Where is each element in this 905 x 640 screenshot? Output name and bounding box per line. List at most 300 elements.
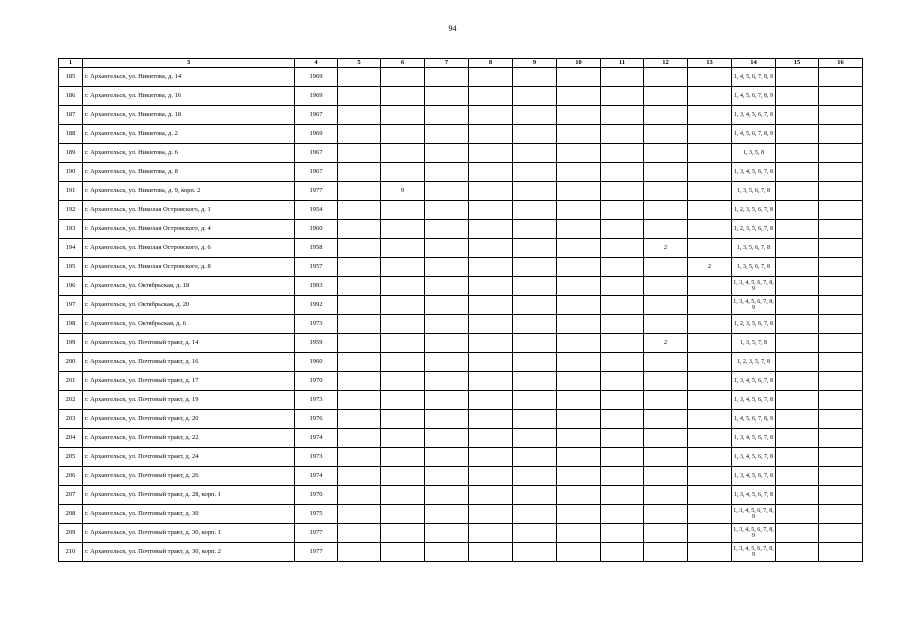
row-number-cell: 205 [59, 448, 83, 467]
row-number-cell: 193 [59, 220, 83, 239]
table-cell [776, 163, 819, 182]
table-cell: 1, 2, 3, 5, 7, 8 [732, 353, 776, 372]
table-cell [601, 201, 644, 220]
table-cell [557, 144, 601, 163]
table-cell [601, 543, 644, 562]
table-cell [819, 182, 863, 201]
table-cell [338, 315, 381, 334]
table-cell [776, 68, 819, 87]
table-cell [644, 353, 688, 372]
table-cell: 9 [381, 182, 425, 201]
table-cell [557, 87, 601, 106]
table-cell [819, 87, 863, 106]
table-cell [644, 448, 688, 467]
address-cell: г. Архангельск, ул. Почтовый тракт, д. 24 [83, 448, 295, 467]
table-cell [381, 201, 425, 220]
page-number: 94 [448, 24, 457, 33]
table-cell [338, 505, 381, 524]
table-cell: 1, 3, 4, 5, 6, 7, 8 [732, 391, 776, 410]
table-cell [381, 106, 425, 125]
table-cell [425, 429, 469, 448]
table-cell [381, 296, 425, 315]
table-cell: 1, 2, 3, 5, 6, 7, 8 [732, 315, 776, 334]
address-cell: г. Архангельск, ул. Николая Островского, д. 4 [83, 220, 295, 239]
table-cell [688, 106, 732, 125]
row-number-cell: 192 [59, 201, 83, 220]
table-cell [469, 163, 513, 182]
table-cell [381, 429, 425, 448]
table-cell [688, 87, 732, 106]
table-cell [819, 353, 863, 372]
table-row [59, 258, 863, 277]
table-cell [338, 296, 381, 315]
table-cell [469, 486, 513, 505]
table-cell [513, 524, 557, 543]
table-cell [819, 296, 863, 315]
year-cell: 1967 [295, 106, 338, 125]
row-number-cell: 197 [59, 296, 83, 315]
year-cell: 1970 [295, 486, 338, 505]
table-cell [644, 315, 688, 334]
table-cell [381, 258, 425, 277]
table-cell [776, 429, 819, 448]
table-cell [425, 68, 469, 87]
table-cell [425, 163, 469, 182]
year-cell: 1958 [295, 239, 338, 258]
table-cell: 1, 3, 4, 5, 6, 7, 8 [732, 448, 776, 467]
table-cell [338, 106, 381, 125]
table-cell [644, 125, 688, 144]
table-cell [425, 201, 469, 220]
table-cell [381, 334, 425, 353]
table-cell [513, 277, 557, 296]
row-number-cell: 198 [59, 315, 83, 334]
table-cell [425, 524, 469, 543]
table-cell [425, 353, 469, 372]
address-cell: г. Архангельск, ул. Октябрьская, д. 18 [83, 277, 295, 296]
table-cell [601, 277, 644, 296]
table-cell [819, 334, 863, 353]
table-cell [338, 429, 381, 448]
table-cell [776, 486, 819, 505]
table-cell [644, 144, 688, 163]
table-cell [381, 543, 425, 562]
table-row [59, 486, 863, 505]
table-cell [819, 410, 863, 429]
table-cell: 1, 3, 4, 5, 6, 7, 8 [732, 106, 776, 125]
address-cell: г. Архангельск, ул. Почтовый тракт, д. 20 [83, 410, 295, 429]
table-row [59, 106, 863, 125]
table-cell [557, 182, 601, 201]
year-cell: 1992 [295, 296, 338, 315]
table-cell [338, 524, 381, 543]
table-cell [513, 391, 557, 410]
row-number-cell: 204 [59, 429, 83, 448]
table-cell [513, 372, 557, 391]
table-cell [601, 182, 644, 201]
table-cell [644, 201, 688, 220]
year-cell: 1960 [295, 353, 338, 372]
table-cell [513, 296, 557, 315]
year-cell: 1974 [295, 429, 338, 448]
row-number-cell: 189 [59, 144, 83, 163]
table-cell [688, 486, 732, 505]
table-cell [601, 239, 644, 258]
table-cell [425, 296, 469, 315]
table-cell [819, 277, 863, 296]
table-row [59, 201, 863, 220]
column-header-7: 7 [425, 59, 469, 68]
buildings-table [58, 58, 863, 562]
address-cell: г. Архангельск, ул. Почтовый тракт, д. 30, корп. 2 [83, 543, 295, 562]
table-cell: 1, 3, 4, 5, 6, 7, 8 [732, 467, 776, 486]
table-cell [688, 315, 732, 334]
table-cell [557, 277, 601, 296]
table-cell [819, 391, 863, 410]
year-cell: 1977 [295, 182, 338, 201]
table-cell [381, 353, 425, 372]
table-row [59, 87, 863, 106]
column-header-6: 6 [381, 59, 425, 68]
year-cell: 1973 [295, 448, 338, 467]
year-cell: 1954 [295, 201, 338, 220]
table-cell [688, 429, 732, 448]
table-cell [776, 467, 819, 486]
table-row [59, 429, 863, 448]
table-cell [425, 125, 469, 144]
table-cell: 1, 3, 4, 5, 6, 7, 8 [732, 429, 776, 448]
table-cell [557, 201, 601, 220]
year-cell: 1969 [295, 125, 338, 144]
row-number-cell: 210 [59, 543, 83, 562]
table-cell [776, 296, 819, 315]
row-number-cell: 202 [59, 391, 83, 410]
table-cell [338, 277, 381, 296]
table-cell [601, 106, 644, 125]
table-cell [601, 486, 644, 505]
table-cell [644, 68, 688, 87]
table-cell [776, 182, 819, 201]
table-cell [644, 391, 688, 410]
table-cell [425, 220, 469, 239]
table-cell [381, 315, 425, 334]
table-cell [601, 505, 644, 524]
column-header-3: 3 [83, 59, 295, 68]
table-row [59, 239, 863, 258]
table-cell [513, 410, 557, 429]
table-cell [819, 315, 863, 334]
table-cell [688, 201, 732, 220]
table-cell [425, 258, 469, 277]
table-cell [381, 448, 425, 467]
table-cell [425, 391, 469, 410]
table-cell [688, 125, 732, 144]
table-cell [469, 68, 513, 87]
address-cell: г. Архангельск, ул. Почтовый тракт, д. 22 [83, 429, 295, 448]
year-cell: 1977 [295, 543, 338, 562]
table-cell [381, 486, 425, 505]
table-cell [776, 239, 819, 258]
table-cell [469, 429, 513, 448]
table-cell [513, 87, 557, 106]
column-header-9: 9 [513, 59, 557, 68]
year-cell: 1967 [295, 163, 338, 182]
table-row [59, 372, 863, 391]
table-cell: 1, 3, 5, 6, 7, 8 [732, 182, 776, 201]
table-cell [819, 125, 863, 144]
table-cell: 2 [644, 334, 688, 353]
table-cell [644, 467, 688, 486]
table-cell [557, 429, 601, 448]
table-cell [338, 334, 381, 353]
table-cell [381, 68, 425, 87]
table-cell [557, 239, 601, 258]
year-cell: 1973 [295, 391, 338, 410]
table-cell [557, 68, 601, 87]
table-cell [819, 163, 863, 182]
address-cell: г. Архангельск, ул. Почтовый тракт, д. 19 [83, 391, 295, 410]
table-cell [513, 315, 557, 334]
column-header-12: 12 [644, 59, 688, 68]
row-number-cell: 186 [59, 87, 83, 106]
table-cell [776, 524, 819, 543]
table-cell [819, 106, 863, 125]
table-cell: 1, 3, 5, 6, 7, 8 [732, 239, 776, 258]
table-cell [513, 106, 557, 125]
table-cell [469, 505, 513, 524]
table-cell [513, 467, 557, 486]
table-cell [601, 68, 644, 87]
table-cell [557, 505, 601, 524]
address-cell: г. Архангельск, ул. Почтовый тракт, д. 28, корп. 1 [83, 486, 295, 505]
table-cell [776, 505, 819, 524]
table-cell [776, 220, 819, 239]
table-cell [381, 239, 425, 258]
table-cell [381, 524, 425, 543]
table-cell [513, 334, 557, 353]
table-cell [601, 144, 644, 163]
table-row [59, 296, 863, 315]
table-cell [513, 201, 557, 220]
table-cell [425, 372, 469, 391]
table-cell [557, 296, 601, 315]
table-cell: 1, 3, 4, 5, 6, 7, 8 [732, 372, 776, 391]
table-cell [513, 125, 557, 144]
table-row [59, 353, 863, 372]
table-cell [644, 296, 688, 315]
table-cell [469, 296, 513, 315]
table-cell [819, 220, 863, 239]
table-cell [469, 467, 513, 486]
table-cell [513, 239, 557, 258]
table-cell [776, 543, 819, 562]
table-cell: 1, 2, 3, 5, 6, 7, 8 [732, 201, 776, 220]
table-cell [513, 68, 557, 87]
table-cell [513, 543, 557, 562]
table-body [59, 68, 863, 562]
address-cell: г. Архангельск, ул. Николая Островского, д. 1 [83, 201, 295, 220]
column-header-15: 15 [776, 59, 819, 68]
table-cell: 1, 2, 3, 5, 6, 7, 8 [732, 220, 776, 239]
table-cell [601, 87, 644, 106]
table-cell [557, 391, 601, 410]
year-cell: 1967 [295, 144, 338, 163]
year-cell: 1970 [295, 372, 338, 391]
table-cell: 1, 3, 4, 5, 6, 7, 8 [732, 163, 776, 182]
table-cell [425, 410, 469, 429]
table-row [59, 391, 863, 410]
table-cell [601, 429, 644, 448]
table-cell [776, 258, 819, 277]
table-cell [513, 182, 557, 201]
table-cell [469, 334, 513, 353]
table-cell [557, 315, 601, 334]
table-cell [644, 163, 688, 182]
row-number-cell: 207 [59, 486, 83, 505]
table-cell [338, 448, 381, 467]
table-cell [819, 372, 863, 391]
table-cell: 2 [688, 258, 732, 277]
year-cell: 1957 [295, 258, 338, 277]
table-cell [338, 410, 381, 429]
table-cell [557, 486, 601, 505]
table-cell [469, 106, 513, 125]
row-number-cell: 194 [59, 239, 83, 258]
address-cell: г. Архангельск, ул. Почтовый тракт, д. 16 [83, 353, 295, 372]
table-cell [513, 353, 557, 372]
table-cell [381, 505, 425, 524]
table-cell [688, 296, 732, 315]
table-row [59, 182, 863, 201]
table-cell [688, 391, 732, 410]
table-cell [644, 277, 688, 296]
table-row [59, 144, 863, 163]
table-cell [644, 429, 688, 448]
table-cell [688, 334, 732, 353]
table-cell [338, 144, 381, 163]
table-cell [601, 315, 644, 334]
table-cell [776, 125, 819, 144]
table-cell [425, 87, 469, 106]
column-header-11: 11 [601, 59, 644, 68]
row-number-cell: 188 [59, 125, 83, 144]
year-cell: 1976 [295, 410, 338, 429]
column-header-5: 5 [338, 59, 381, 68]
table-cell [644, 87, 688, 106]
table-cell [557, 163, 601, 182]
table-cell [776, 334, 819, 353]
table-cell [819, 486, 863, 505]
table-cell [513, 144, 557, 163]
address-cell: г. Архангельск, ул. Никитова, д. 8 [83, 163, 295, 182]
table-cell [381, 277, 425, 296]
row-number-cell: 195 [59, 258, 83, 277]
table-cell: 2 [644, 239, 688, 258]
table-cell [776, 410, 819, 429]
table-row [59, 277, 863, 296]
table-cell: 1, 3, 5, 8 [732, 144, 776, 163]
table-cell [425, 144, 469, 163]
table-cell [601, 353, 644, 372]
table-cell [469, 125, 513, 144]
table-cell [644, 543, 688, 562]
row-number-cell: 196 [59, 277, 83, 296]
table-cell [557, 220, 601, 239]
address-cell: г. Архангельск, ул. Николая Островского, д. 6 [83, 239, 295, 258]
table-cell [557, 467, 601, 486]
address-cell: г. Архангельск, ул. Почтовый тракт, д. 30, корп. 1 [83, 524, 295, 543]
address-cell: г. Архангельск, ул. Почтовый тракт, д. 17 [83, 372, 295, 391]
table-cell [819, 429, 863, 448]
table-cell [425, 106, 469, 125]
table-cell [381, 391, 425, 410]
table-cell [338, 201, 381, 220]
table-cell [688, 68, 732, 87]
table-cell [425, 486, 469, 505]
table-cell [819, 524, 863, 543]
table-cell [338, 125, 381, 144]
table-cell [557, 410, 601, 429]
table-cell [469, 372, 513, 391]
table-cell [557, 334, 601, 353]
table-cell [819, 467, 863, 486]
row-number-cell: 185 [59, 68, 83, 87]
column-header-1: 1 [59, 59, 83, 68]
row-number-cell: 191 [59, 182, 83, 201]
table-cell [601, 125, 644, 144]
address-cell: г. Архангельск, ул. Почтовый тракт, д. 26 [83, 467, 295, 486]
table-row [59, 448, 863, 467]
table-cell [688, 163, 732, 182]
table-cell [513, 505, 557, 524]
table-cell [688, 182, 732, 201]
table-cell [338, 220, 381, 239]
table-cell [469, 201, 513, 220]
table-cell [425, 505, 469, 524]
table-cell [601, 334, 644, 353]
table-cell [381, 410, 425, 429]
table-cell [425, 277, 469, 296]
table-cell [469, 391, 513, 410]
table-cell [601, 372, 644, 391]
table-cell [601, 258, 644, 277]
table-cell [644, 410, 688, 429]
table-cell [644, 524, 688, 543]
table-cell [513, 258, 557, 277]
table-cell [469, 315, 513, 334]
table-header-row [59, 59, 863, 68]
table-cell [381, 467, 425, 486]
table-cell [381, 372, 425, 391]
table-cell [338, 182, 381, 201]
table-cell [688, 410, 732, 429]
table-cell: 1, 4, 5, 6, 7, 8, 9 [732, 68, 776, 87]
table-row [59, 315, 863, 334]
table-cell [469, 524, 513, 543]
table-cell [425, 334, 469, 353]
address-cell: г. Архангельск, ул. Октябрьская, д. 6 [83, 315, 295, 334]
table-cell [819, 144, 863, 163]
row-number-cell: 187 [59, 106, 83, 125]
table-row [59, 163, 863, 182]
table-cell [688, 448, 732, 467]
address-cell: г. Архангельск, ул. Николая Островского, д. 8 [83, 258, 295, 277]
table-row [59, 524, 863, 543]
column-header-13: 13 [688, 59, 732, 68]
table-cell [601, 467, 644, 486]
table-row [59, 68, 863, 87]
table-cell [469, 258, 513, 277]
